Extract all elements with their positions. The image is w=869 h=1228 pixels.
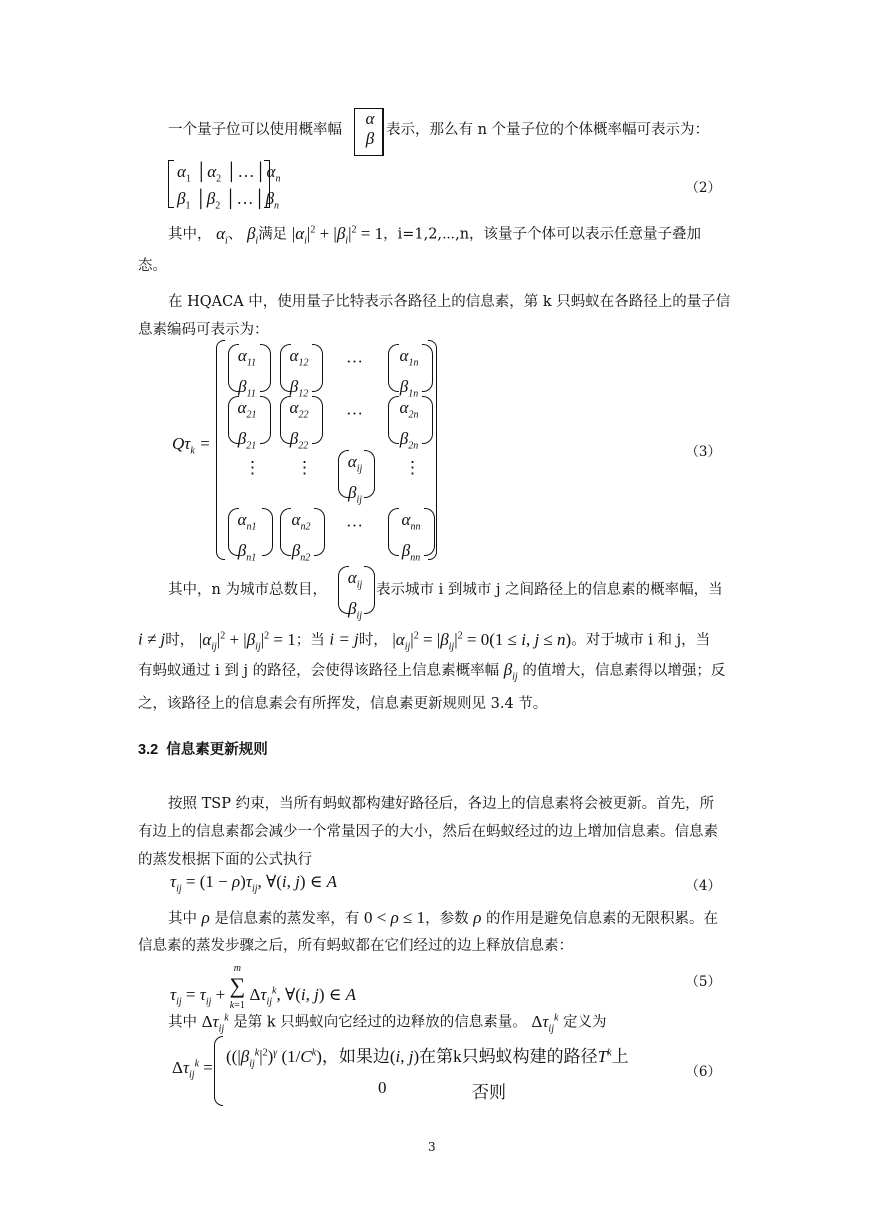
cell-22: $\alpha_{22}$ $\beta_{22}$ (289, 398, 309, 452)
cell-ij: $\alpha_{ij}$ $\beta_{ij}$ (347, 452, 363, 506)
paren (314, 508, 325, 556)
para4-text-b-wrap (376, 576, 723, 604)
para4-text-a: 其中，n 为城市总数目， (168, 582, 327, 598)
para1-text-b: 表示，那么有 n 个量子位的个体概率幅可表示为： (386, 122, 710, 138)
right-bracket (377, 108, 383, 156)
paren (312, 344, 323, 392)
vdots: ⋮ (404, 458, 421, 477)
cell-11: $\alpha_{11}$ $\beta_{11}$ (237, 346, 257, 400)
eq6-case1-text-b: 在第k只蚂蚁构建的路径 (419, 1047, 598, 1066)
section-heading (138, 736, 268, 764)
paren (312, 396, 323, 444)
para4-text-f: 。对于城市 i 和 j，当 (571, 632, 711, 649)
cell-n2: $\alpha_{n2}$ $\beta_{n2}$ (291, 510, 311, 564)
eq6-number: （6） (685, 1064, 721, 1080)
para3-line2: 息素编码可表示为： (138, 322, 269, 338)
para4-text-b: 表示城市 i 到城市 j 之间路径上的信息素的概率幅，当 (376, 582, 723, 598)
eq2-number: （2） (685, 180, 721, 196)
eq5-number: （5） (685, 974, 721, 990)
section-title: 信息素更新规则 (166, 742, 268, 758)
para5-line1: 按照 TSP 约束，当所有蚂蚁都构建好路径后，各边上的信息素将会被更新。首先，所 (168, 796, 715, 812)
para4-text-h: 的值增大，信息素得以增强；反 (522, 663, 726, 679)
section-number: 3.2 (138, 742, 159, 758)
para2-text-c: ，i=1,2,⋯,n，该量子个体可以表示任意量子叠加 (383, 226, 702, 243)
vdots: ⋮ (244, 458, 261, 477)
eq6-case1-text-a: ，如果边 (321, 1047, 390, 1066)
paren (260, 344, 271, 392)
para6-line1: 其中 ρ 是信息素的蒸发率，有 0 < ρ ≤ 1，参数 ρ 的作用是避免信息素的无限积累。在 (168, 908, 718, 927)
paren (262, 508, 273, 556)
para4-text-g: 有蚂蚁通过 i 到 j 的路径，会使得该路径上信息素概率幅 (138, 663, 500, 679)
para7-text-b: 是第 k 只蚂蚁向它经过的边释放的信息素量。 (233, 1014, 527, 1031)
para2-line2: 态。 (138, 258, 167, 274)
para6-text-b: 是信息素的蒸发率，有 (214, 911, 360, 927)
para1-text-b-wrap (386, 116, 709, 144)
paren (424, 508, 435, 556)
eq2-matrix: $\alpha_1$ $│\alpha_2$ $│\dots│\alpha_n$ $\beta_1$ $│\beta_2$ $│\dots│\beta_n$ (177, 162, 281, 212)
eq2-left-bracket (168, 160, 174, 208)
cell-12: $\alpha_{12}$ $\beta_{12}$ (289, 346, 309, 400)
paren (364, 450, 375, 498)
vdots: ⋮ (296, 458, 313, 477)
alpha-symbol: α β (365, 109, 375, 148)
alpha-beta-ij: $\alpha_{ij}$ $\beta_{ij}$ (347, 568, 363, 622)
para4-text-e: 时， (358, 632, 388, 649)
cdots: ··· (346, 352, 363, 371)
para1-text-a: 一个量子位可以使用概率幅 (168, 122, 342, 138)
para4-text-c: 时， (165, 632, 195, 649)
para7-text-a: 其中 (168, 1014, 197, 1031)
para4-line2: i ≠ j时， $|\alpha_{ij}|^2 + |\beta_{ij}|^2 = 1$；当 i = j时， $|\alpha_{ij}|^2 = |\beta_{ij}|^2 = 0(1 \le i$, j ≤ n)。对于城市 i 和 j，当 (138, 629, 711, 653)
para2-text-b: 满足 (258, 226, 288, 243)
paren (260, 396, 271, 444)
para6-line2: 信息素的蒸发步骤之后，所有蚂蚁都在它们经过的边上释放信息素： (138, 938, 573, 954)
eq6-case1: ($(|\beta_{ij}^k|^2)^\gamma$ $(1/C^k)$，如果边(i, j)在第k只蚂蚁构建的路径$T^k$上 (226, 1047, 629, 1070)
para6-text-a: 其中 (168, 911, 197, 927)
para1-line (168, 116, 342, 144)
eq2-right-bracket (264, 160, 270, 208)
paren (422, 344, 433, 392)
eq4-formula: $\tau_{ij} = (1 - \rho)\tau_{ij}$, ∀(i, j) ∈ A (170, 872, 338, 895)
para5-line3: 的蒸发根据下面的公式执行 (138, 852, 312, 868)
para2-text-a: 其中， (168, 226, 212, 243)
cdots: ··· (346, 516, 363, 535)
eq6-brace (214, 1036, 223, 1106)
para4-line1 (168, 576, 327, 604)
para7-line: 其中 $\Delta\tau_{ij}^k$ 是第 k 只蚂蚁向它经过的边释放的信息素量。 $\Delta\tau_{ij}^k$ 定义为 (168, 1011, 607, 1035)
para2-line1: 其中， $\alpha_i$、 $\beta_i$满足 $|\alpha_i|^2 + |\beta_i|^2 = 1$，i=1,2,⋯,n，该量子个体可以表示任意量子叠加 (168, 223, 702, 247)
paren (422, 396, 433, 444)
cell-nn: $\alpha_{nn}$ $\beta_{nn}$ (401, 510, 421, 564)
cell-1n: $\alpha_{1n}$ $\beta_{1n}$ (399, 346, 419, 400)
cdots: ··· (346, 404, 363, 423)
left-bracket (354, 108, 360, 156)
cell-2n: $\alpha_{2n}$ $\beta_{2n}$ (399, 398, 419, 452)
para7-text-c: 定义为 (563, 1014, 607, 1031)
para4-line3: 有蚂蚁通过 i 到 j 的路径，会使得该路径上信息素概率幅 $\beta_{ij}$ 的值增大，信息素得以增强；反 (138, 660, 726, 683)
eq3-number: （3） (685, 444, 721, 460)
eq3-lhs: $Q\tau_k$ = (172, 434, 211, 457)
eq5-formula: $\tau_{ij} = \tau_{ij} + m$ ∑ k=1 $\Delta\tau_{ij}^k$, ∀(i, j) ∈ A (170, 963, 357, 1011)
para4-text-d: ；当 (295, 632, 325, 649)
eq6-case2-text: 否则 (472, 1083, 506, 1102)
eq6-case1-text-c: 上 (611, 1047, 629, 1066)
cell-21: $\alpha_{21}$ $\beta_{21}$ (237, 398, 257, 452)
paren (364, 566, 375, 614)
cell-n1: $\alpha_{n1}$ $\beta_{n1}$ (237, 510, 257, 564)
eq6-lhs: $\Delta\tau_{ij}^k$ = (172, 1058, 213, 1081)
page-number: 3 (428, 1140, 436, 1154)
para5-line2: 有边上的信息素都会减少一个常量因子的大小，然后在蚂蚁经过的边上增加信息素。信息素 (138, 824, 718, 840)
para3-line1: 在 HQACA 中，使用量子比特表示各路径上的信息素，第 k 只蚂蚁在各路径上的量子信 (168, 294, 731, 310)
eq4-number: （4） (685, 878, 721, 894)
eq6-case2-value: 0 (378, 1078, 387, 1097)
para4-line4: 之，该路径上的信息素会有所挥发，信息素更新规则见 3.4 节。 (138, 696, 548, 712)
para6-text-d: 的作用是避免信息素的无限积累。在 (486, 911, 718, 927)
para6-text-c: ，参数 (425, 911, 469, 927)
